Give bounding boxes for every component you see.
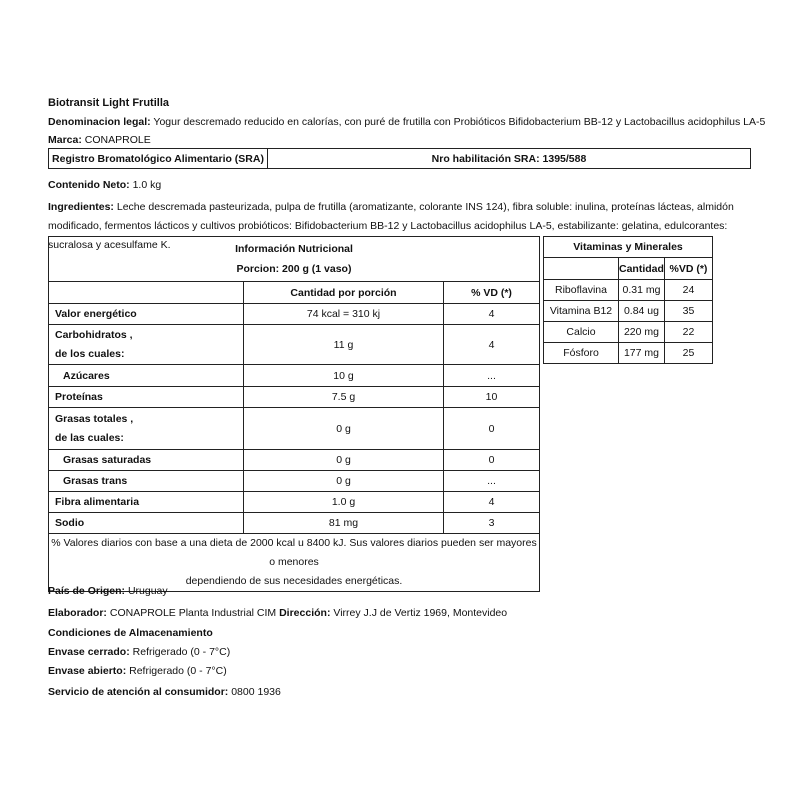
table-row <box>544 343 713 364</box>
vitamin-name: Vitamina B12 <box>544 301 619 322</box>
open-storage-line <box>48 665 227 678</box>
nutrient-name: Fibra alimentaria <box>49 492 244 513</box>
nutrient-qty: 0 g <box>244 408 444 450</box>
closed-storage-line <box>48 646 230 659</box>
table-row <box>49 492 540 513</box>
open-storage-label: Envase abierto: <box>48 665 127 677</box>
storage-title: Condiciones de Almacenamiento <box>48 627 213 639</box>
footnote-line1: % Valores diarios con base a una dieta de 2000 kcal u 8400 kJ. Sus valores diarios pueden ser mayores o menores <box>51 537 537 568</box>
table-row <box>49 325 540 365</box>
nutrient-name-line1: Grasas totales , <box>55 412 134 425</box>
nutrition-table <box>48 236 540 592</box>
nutrient-vd: 0 <box>444 450 540 471</box>
vitamins-table <box>543 236 713 364</box>
nutrition-col-qty: Cantidad por porción <box>244 282 444 304</box>
table-row <box>544 322 713 343</box>
nutrient-qty: 81 mg <box>244 513 444 534</box>
address-label: Dirección: <box>279 607 331 619</box>
vitamins-col-qty: Cantidad <box>619 258 665 280</box>
net-content-value: 1.0 kg <box>132 179 162 191</box>
nutrient-name: Proteínas <box>49 387 244 408</box>
brand-line <box>48 134 151 147</box>
nutrient-qty: 74 kcal = 310 kj <box>244 304 444 325</box>
nutrient-qty: 1.0 g <box>244 492 444 513</box>
nutrient-name: Grasas saturadas <box>49 450 244 471</box>
nutrient-name: Grasas trans <box>49 471 244 492</box>
maker-value: CONAPROLE Planta Industrial CIM <box>109 607 277 619</box>
vitamins-col-vd: %VD (*) <box>664 258 712 280</box>
vitamin-name: Riboflavina <box>544 280 619 301</box>
nutrition-col-blank <box>49 282 244 304</box>
origin-label: País de Origen: <box>48 585 126 597</box>
nutrient-vd: 3 <box>444 513 540 534</box>
brand-label: Marca: <box>48 134 82 146</box>
legal-name-line <box>48 116 765 129</box>
table-row <box>49 408 540 450</box>
nutrient-qty: 0 g <box>244 450 444 471</box>
nutrition-header-title: Información Nutricional <box>235 243 353 255</box>
closed-storage-value: Refrigerado (0 - 7°C) <box>132 646 231 658</box>
registry-left-cell: Registro Bromatológico Alimentario (SRA) <box>49 149 268 169</box>
nutrition-footnote <box>49 534 540 592</box>
table-row <box>49 513 540 534</box>
product-title: Biotransit Light Frutilla <box>48 97 169 109</box>
nutrient-name-line2: de las cuales: <box>55 431 124 444</box>
address-value: Virrey J.J de Vertiz 1969, Montevideo <box>333 607 508 619</box>
vitamin-name: Calcio <box>544 322 619 343</box>
legal-name-value: Yogur descremado reducido en calorías, con puré de frutilla con Probióticos Bifidobacterium BB-12 y Lactobacillus acidophilus LA-5 <box>153 116 766 128</box>
nutrient-qty: 11 g <box>244 325 444 365</box>
table-row <box>544 280 713 301</box>
vitamin-qty: 0.84 ug <box>619 301 665 322</box>
table-row <box>49 471 540 492</box>
vitamin-qty: 0.31 mg <box>619 280 665 301</box>
ingredients-value: Leche descremada pasteurizada, pulpa de frutilla (aromatizante, colorante INS 124), fibra soluble: inulina, proteínas lácteas, almidón modificado, fermentos lácticos y cultivos probióticos: Bifidobacterium BB-12 y Lactobacillus acidophilus LA-5, estabilizante: gelatina, edulcorantes: sucralosa y acesulfame K. <box>48 201 734 251</box>
maker-line <box>48 607 507 620</box>
ingredients-label: Ingredientes: <box>48 201 114 213</box>
vitamin-vd: 25 <box>664 343 712 364</box>
nutrient-name-line1: Carbohidratos , <box>55 328 133 341</box>
nutrient-vd: 0 <box>444 408 540 450</box>
registry-table <box>48 148 751 169</box>
nutrition-col-vd: % VD (*) <box>444 282 540 304</box>
nutrient-vd: 4 <box>444 492 540 513</box>
vitamins-title: Vitaminas y Minerales <box>544 237 713 258</box>
closed-storage-label: Envase cerrado: <box>48 646 130 658</box>
nutrient-name <box>49 408 244 450</box>
net-content-label: Contenido Neto: <box>48 179 130 191</box>
nutrient-qty: 0 g <box>244 471 444 492</box>
nutrient-vd: 10 <box>444 387 540 408</box>
vitamins-col-blank <box>544 258 619 280</box>
nutrient-qty: 7.5 g <box>244 387 444 408</box>
origin-line <box>48 585 168 598</box>
service-value: 0800 1936 <box>231 686 281 698</box>
vitamin-vd: 22 <box>664 322 712 343</box>
service-line <box>48 686 281 699</box>
nutrient-name: Azúcares <box>49 365 244 387</box>
legal-name-label: Denominacion legal: <box>48 116 151 128</box>
nutrient-name: Sodio <box>49 513 244 534</box>
origin-value: Uruguay <box>127 585 168 597</box>
nutrient-vd: 4 <box>444 304 540 325</box>
nutrient-name-line2: de los cuales: <box>55 347 125 360</box>
nutrient-qty: 10 g <box>244 365 444 387</box>
brand-value: CONAPROLE <box>84 134 151 146</box>
open-storage-value: Refrigerado (0 - 7°C) <box>129 665 227 677</box>
nutrient-vd: 4 <box>444 325 540 365</box>
vitamin-name: Fósforo <box>544 343 619 364</box>
table-row <box>544 301 713 322</box>
table-row <box>49 304 540 325</box>
nutrient-vd: ... <box>444 365 540 387</box>
vitamin-qty: 177 mg <box>619 343 665 364</box>
table-row <box>49 365 540 387</box>
maker-label: Elaborador: <box>48 607 107 619</box>
vitamin-vd: 24 <box>664 280 712 301</box>
nutrition-header <box>49 237 540 282</box>
nutrient-name <box>49 325 244 365</box>
footnote-line2: dependiendo de sus necesidades energéticas. <box>185 575 403 587</box>
registry-right-cell: Nro habilitación SRA: 1395/588 <box>268 149 751 169</box>
service-label: Servicio de atención al consumidor: <box>48 686 229 698</box>
nutrient-vd: ... <box>444 471 540 492</box>
net-content-line <box>48 179 161 192</box>
vitamin-qty: 220 mg <box>619 322 665 343</box>
nutrition-header-portion: Porcion: 200 g (1 vaso) <box>236 263 352 275</box>
table-row <box>49 450 540 471</box>
table-row <box>49 387 540 408</box>
nutrient-name: Valor energético <box>49 304 244 325</box>
vitamin-vd: 35 <box>664 301 712 322</box>
